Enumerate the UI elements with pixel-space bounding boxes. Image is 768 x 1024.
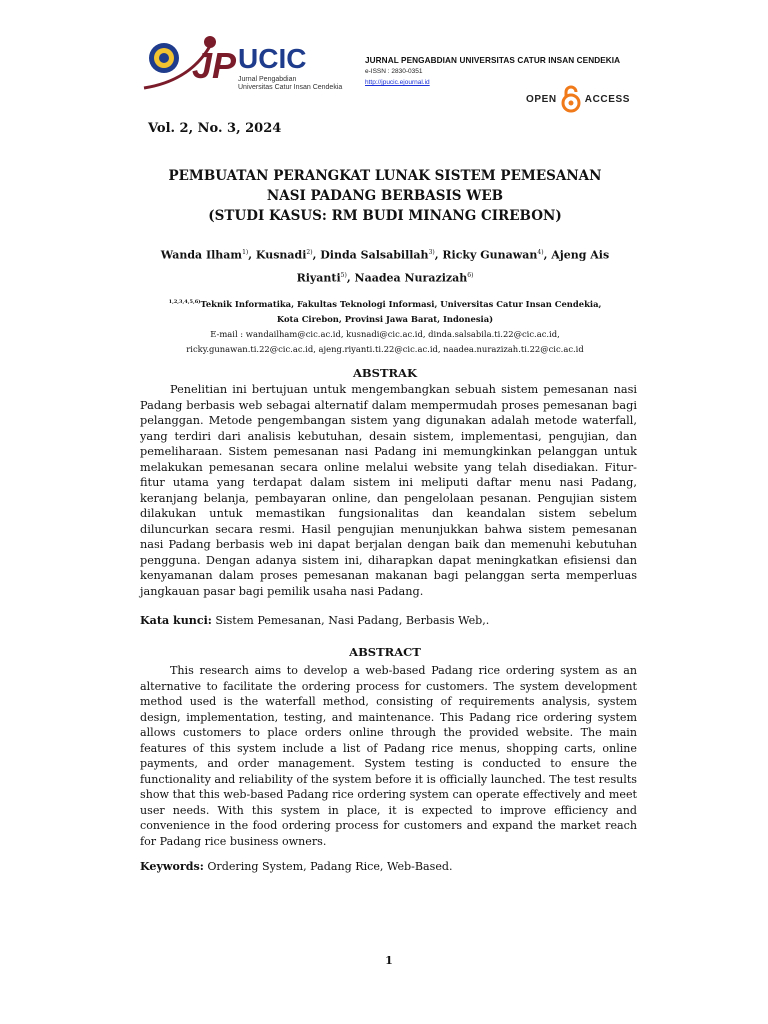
abstract-heading: ABSTRACT [349,645,421,659]
author-name: Ajeng Ais Riyanti [296,248,610,285]
svg-text:JP: JP [192,45,237,86]
keywords-label: Keywords: [140,860,204,873]
email-line-2: ricky.gunawan.ti.22@cic.ac.id, ajeng.riyanti.ti.22@cic.ac.id, naadea.nurazizah.ti.22@cic.ac.id [186,343,584,354]
affiliation-line-1: Teknik Informatika, Fakultas Teknologi Informasi, Universitas Catur Insan Cendekia, [200,298,602,309]
affiliation-line-2: Kota Cirebon, Provinsi Jawa Barat, Indonesia) [276,313,494,324]
author-sup: 5) [340,271,347,279]
journal-issn: e-ISSN : 2830-0351 [365,68,423,75]
author-name: Kusnadi [255,248,307,262]
author-sup: 2) [306,249,313,256]
abstract-body: This research aims to develop a web-based Padang rice ordering system as an alternative to facilitate the ordering process for customers. The system development method used is the waterfall method, consisting of requirements analysis, system design, implementation, testing, and maintenance. This Padang rice ordering system allows customers to place orders online through the provided website. The main features of this system include a list of Padang rice menus, shopping carts, online payments, and order management. System testing is conducted to ensure the functionality and reliability of the system before it is officially launched. The test results show that this web-based Padang rice ordering system can operate effectively and meet user needs. With this system in place, it is expected to improve efficiency and convenience in the food ordering process for customers and expand the market reach for Padang rice business owners. [140,664,637,848]
paper-title [140,166,630,226]
author-name: Dinda Salsabillah [320,248,429,262]
open-access-lock-icon [561,85,581,113]
keywords-value: Ordering System, Padang Rice, Web-Based. [203,860,453,873]
author-sup: 1) [242,249,249,256]
journal-url-link[interactable]: http://jpucic.ejournal.id [365,79,430,86]
kata-kunci-value: Sistem Pemesanan, Nasi Padang, Berbasis Web,. [211,614,490,627]
jpucic-logo-icon [140,32,350,96]
title-line-1: PEMBUATAN PERANGKAT LUNAK SISTEM PEMESANAN [168,168,602,184]
keywords [140,859,637,875]
journal-logo [140,32,350,96]
svg-text:Jurnal Pengabdian: Jurnal Pengabdian [238,76,297,83]
author-list: Wanda Ilham$^{1)}$, Kusnadi$^{2)}$, Dinda Salsabillah$^{3)}$, Ricky Gunawan$^{4)}$, Ajeng Ais Riyanti$^{5)}$, Naadea Nurazizah$^{6)}$ [160,248,610,285]
journal-name: JURNAL PENGABDIAN UNIVERSITAS CATUR INSAN CENDEKIA [365,56,621,65]
author-name: Wanda Ilham [160,248,243,262]
page-number: 1 [385,954,393,967]
author-name: Naadea Nurazizah [354,271,468,285]
author-sup: 6) [467,271,474,279]
open-access-badge [526,84,630,114]
email-line-1: E-mail : wandailham@cic.ac.id, kusnadi@cic.ac.id, dinda.salsabila.ti.22@cic.ac.id, [210,328,560,339]
kata-kunci-label: Kata kunci: [140,614,212,627]
svg-text:Universitas Catur Insan Cendek: Universitas Catur Insan Cendekia [238,84,343,91]
abstrak-heading: ABSTRAK [353,366,417,380]
open-access-right: ACCESS [584,93,631,105]
open-access-left: OPEN [526,93,557,105]
abstrak-body: Penelitian ini bertujuan untuk mengembangkan sebuah sistem pemesanan nasi Padang berbasis web sebagai alternatif dalam mempermudah proses pemesanan bagi pelanggan. Metode pengembangan sistem yang digunakan adalah metode waterfall, yang terdiri dari analisis kebutuhan, desain sistem, implementasi, pengujian, dan pemeliharaan. Sistem pemesanan nasi Padang ini memungkinkan pelanggan untuk melakukan pemesanan secara online melalui website yang telah disediakan. Fitur-fitur utama yang terdapat dalam sistem ini meliputi daftar menu nasi Padang, keranjang belanja, pembayaran online, dan pengelolaan pesanan. Pengujian sistem dilakukan untuk memastikan fungsionalitas dan keandalan sistem sebelum diluncurkan secara resmi. Hasil pengujian menunjukkan bahwa sistem pemesanan nasi Padang berbasis web ini dapat berjalan dengan baik dan memenuhi kebutuhan pengguna. Dengan adanya sistem ini, diharapkan dapat meningkatkan efisiensi dan kenyamanan dalam proses pemesanan makanan bagi pelanggan serta memperluas jangkauan pasar bagi pemilik usaha nasi Padang. [140,383,637,598]
logo-text: UCIC [238,43,307,74]
kata-kunci [140,613,637,629]
author-name: Ricky Gunawan [442,248,538,262]
title-line-2: NASI PADANG BERBASIS WEB [266,188,504,204]
affiliation-sup: 1,2,3,4,5,6) [168,299,201,305]
volume-info: Vol. 2, No. 3, 2024 [148,121,282,136]
author-sup: 4) [537,249,544,256]
affiliation [140,295,630,357]
author-sup: 3) [428,249,435,256]
title-line-3: (STUDI KASUS: RM BUDI MINANG CIREBON) [208,208,562,224]
